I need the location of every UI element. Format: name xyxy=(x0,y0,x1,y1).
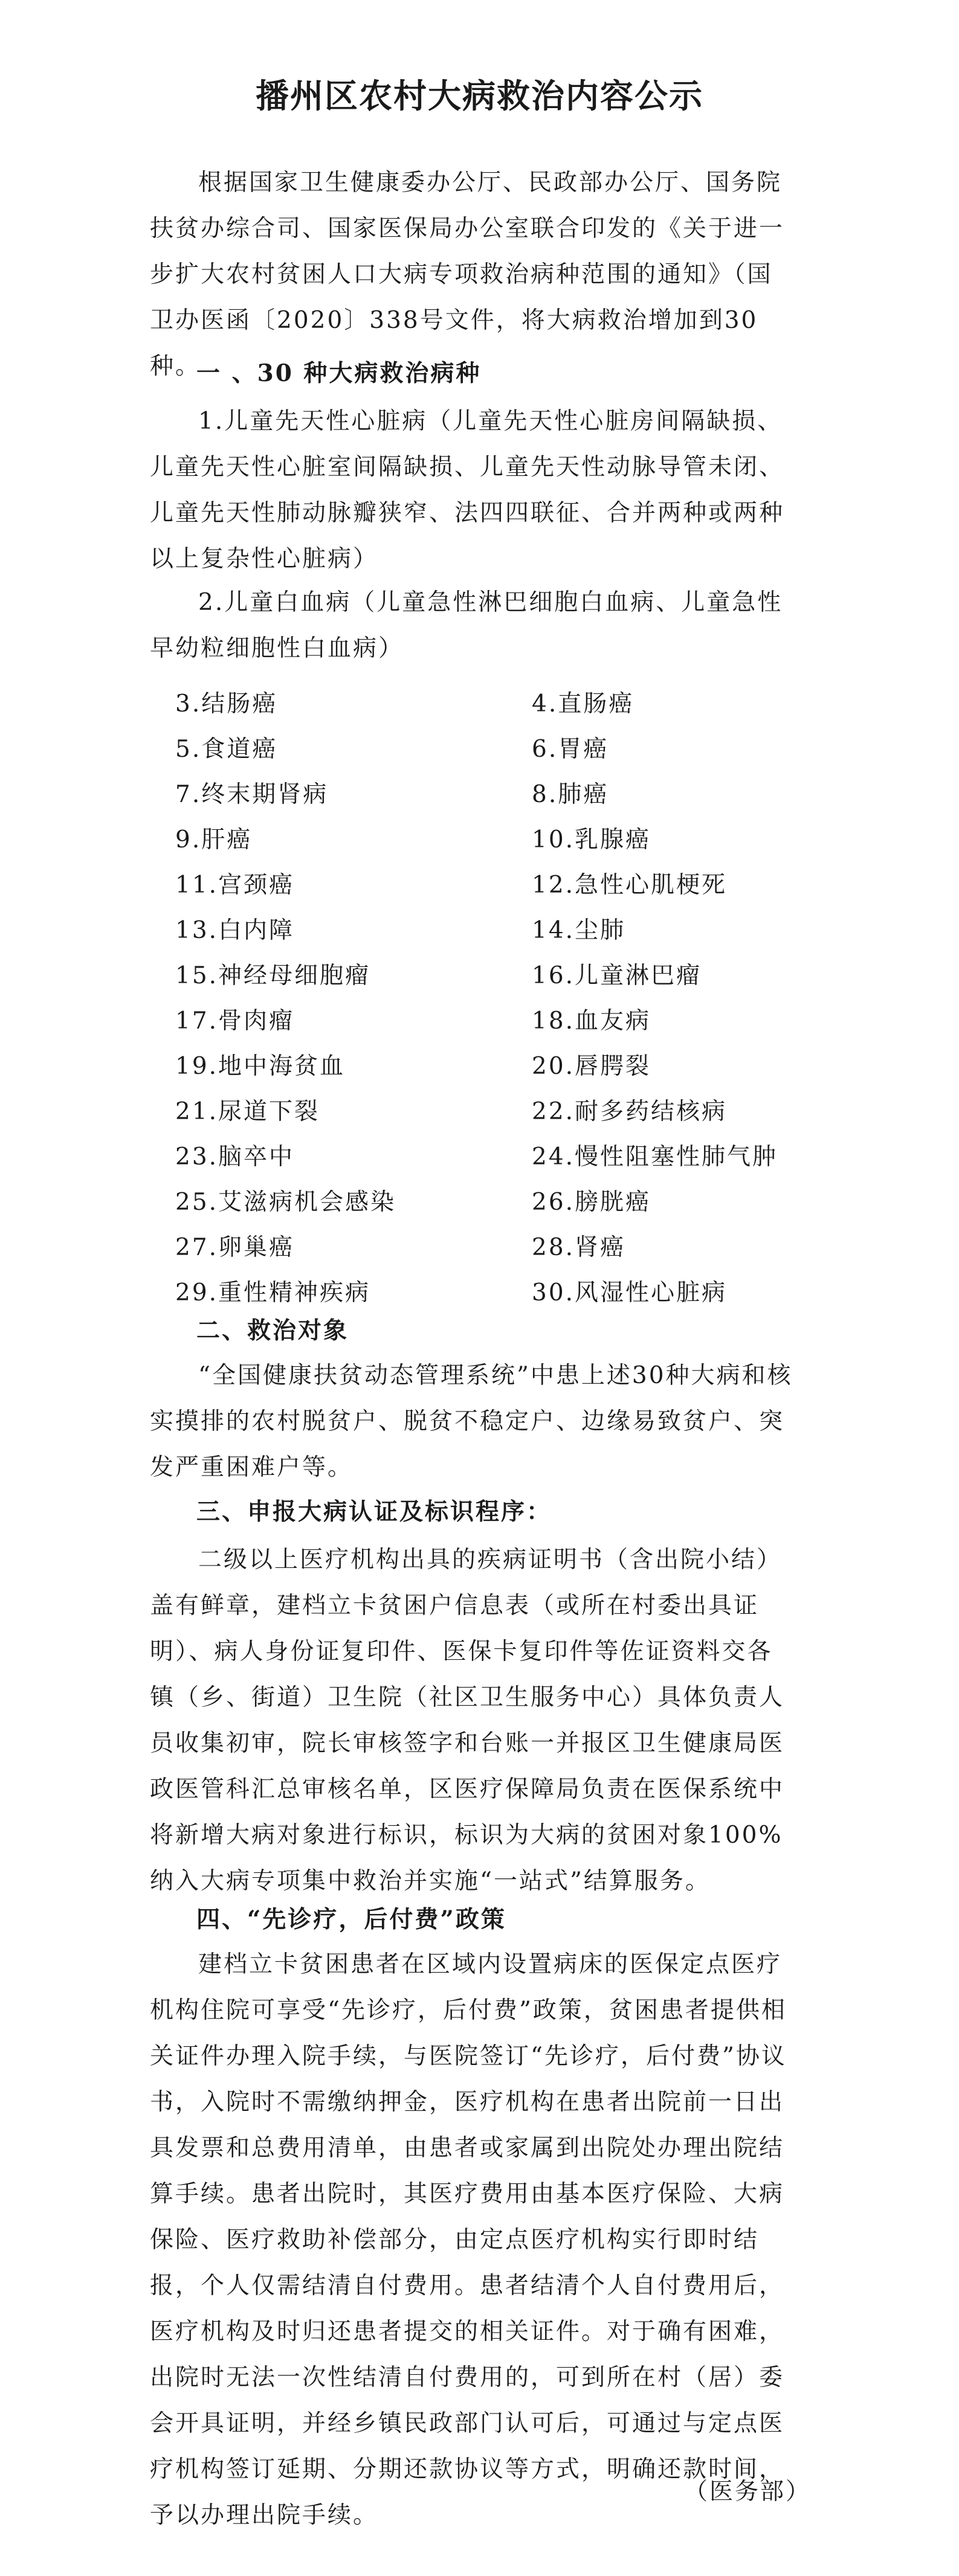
intro-paragraph: 根据国家卫生健康委办公厅、民政部办公厅、国务院扶贫办综合司、国家医保局办公室联合印发的《关于进一步扩大农村贫困人口大病专项救治病种范围的通知》（国卫办医函〔2020〕338号文件，将大病救治增加到30种。 xyxy=(150,169,785,380)
signature: （医务部） xyxy=(683,2478,811,2505)
disease-item: 5.食道癌 xyxy=(175,736,278,763)
disease-2-paragraph: 2.儿童白血病（儿童急性淋巴细胞白血病、儿童急性早幼粒细胞性白血病） xyxy=(150,589,783,662)
disease-item: 12.急性心肌梗死 xyxy=(532,872,728,899)
disease-item: 16.儿童淋巴瘤 xyxy=(532,962,702,989)
section4-heading: 四、“先诊疗，后付费”政策 xyxy=(196,1906,506,1933)
disease-item: 6.胃癌 xyxy=(532,736,609,763)
disease-item: 14.尘肺 xyxy=(532,917,626,944)
disease-item: 21.尿道下裂 xyxy=(175,1098,320,1125)
disease-item: 26.膀胱癌 xyxy=(532,1189,651,1216)
disease-item: 27.卵巢癌 xyxy=(175,1234,295,1261)
disease-item: 11.宫颈癌 xyxy=(175,872,295,899)
disease-item: 29.重性精神疾病 xyxy=(175,1279,371,1306)
section3-body: 二级以上医疗机构出具的疾病证明书（含出院小结）盖有鲜章，建档立卡贫困户信息表（或所在村委出具证明）、病人身份证复印件、医保卡复印件等佐证资料交各镇（乡、街道）卫生院（社区卫生服务中心）具体负责人员收集初审，院长审核签字和台账一并报区卫生健康局医政医管科汇总审核名单，区医疗保障局负责在医保系统中将新增大病对象进行标识，标识为大病的贫困对象100%纳入大病专项集中救治并实施“一站式”结算服务。 xyxy=(150,1546,785,1895)
disease-item: 22.耐多药结核病 xyxy=(532,1098,728,1125)
section2-heading: 二、救治对象 xyxy=(196,1317,349,1344)
section1-heading: 一 、30 种大病救治病种 xyxy=(196,359,482,387)
disease-item: 24.慢性阻塞性肺气肿 xyxy=(532,1143,778,1171)
disease-list xyxy=(175,681,840,1315)
disease-item: 19.地中海贫血 xyxy=(175,1053,346,1080)
disease-item: 13.白内障 xyxy=(175,917,295,944)
disease-item: 10.乳腺癌 xyxy=(532,826,651,853)
disease-item: 15.神经母细胞瘤 xyxy=(175,962,371,989)
disease-item: 8.肺癌 xyxy=(532,781,609,808)
disease-item: 23.脑卒中 xyxy=(175,1143,295,1171)
disease-item: 20.唇腭裂 xyxy=(532,1053,651,1080)
disease-item: 30.风湿性心脏病 xyxy=(532,1279,728,1306)
disease-item: 17.骨肉瘤 xyxy=(175,1007,295,1035)
document-title: 播州区农村大病救治内容公示 xyxy=(255,76,703,115)
disease-item: 7.终末期肾病 xyxy=(175,781,329,808)
section2-body: “全国健康扶贫动态管理系统”中患上述30种大病和核实摸排的农村脱贫户、脱贫不稳定户、边缘易致贫户、突发严重困难户等。 xyxy=(150,1362,793,1481)
disease-item: 3.结肠癌 xyxy=(175,690,278,718)
section4-body: 建档立卡贫困患者在区域内设置病床的医保定点医疗机构住院可享受“先诊疗，后付费”政策，贫困患者提供相关证件办理入院手续，与医院签订“先诊疗，后付费”协议书，入院时不需缴纳押金，医疗机构在患者出院前一日出具发票和总费用清单，由患者或家属到出院处办理出院结算手续。患者出院时，其医疗费用由基本医疗保险、大病保险、医疗救助补偿部分，由定点医疗机构实行即时结报，个人仅需结清自付费用。患者结清个人自付费用后，医疗机构及时归还患者提交的相关证件。对于确有困难，出院时无法一次性结清自付费用的，可到所在村（居）委会开具证明，并经乡镇民政部门认可后，可通过与定点医疗机构签订延期、分期还款协议等方式，明确还款时间，予以办理出院手续。 xyxy=(150,1951,787,2529)
section3-heading: 三、申报大病认证及标识程序： xyxy=(196,1498,552,1526)
disease-item: 28.肾癌 xyxy=(532,1234,626,1261)
disease-1-paragraph: 1.儿童先天性心脏病（儿童先天性心脏房间隔缺损、儿童先天性心脏室间隔缺损、儿童先天性动脉导管未闭、儿童先天性肺动脉瓣狭窄、法四四联征、合并两种或两种以上复杂性心脏病） xyxy=(150,408,785,573)
disease-item: 4.直肠癌 xyxy=(532,690,634,718)
disease-item: 25.艾滋病机会感染 xyxy=(175,1189,396,1216)
disease-item: 18.血友病 xyxy=(532,1007,651,1035)
disease-item: 9.肝癌 xyxy=(175,826,253,853)
